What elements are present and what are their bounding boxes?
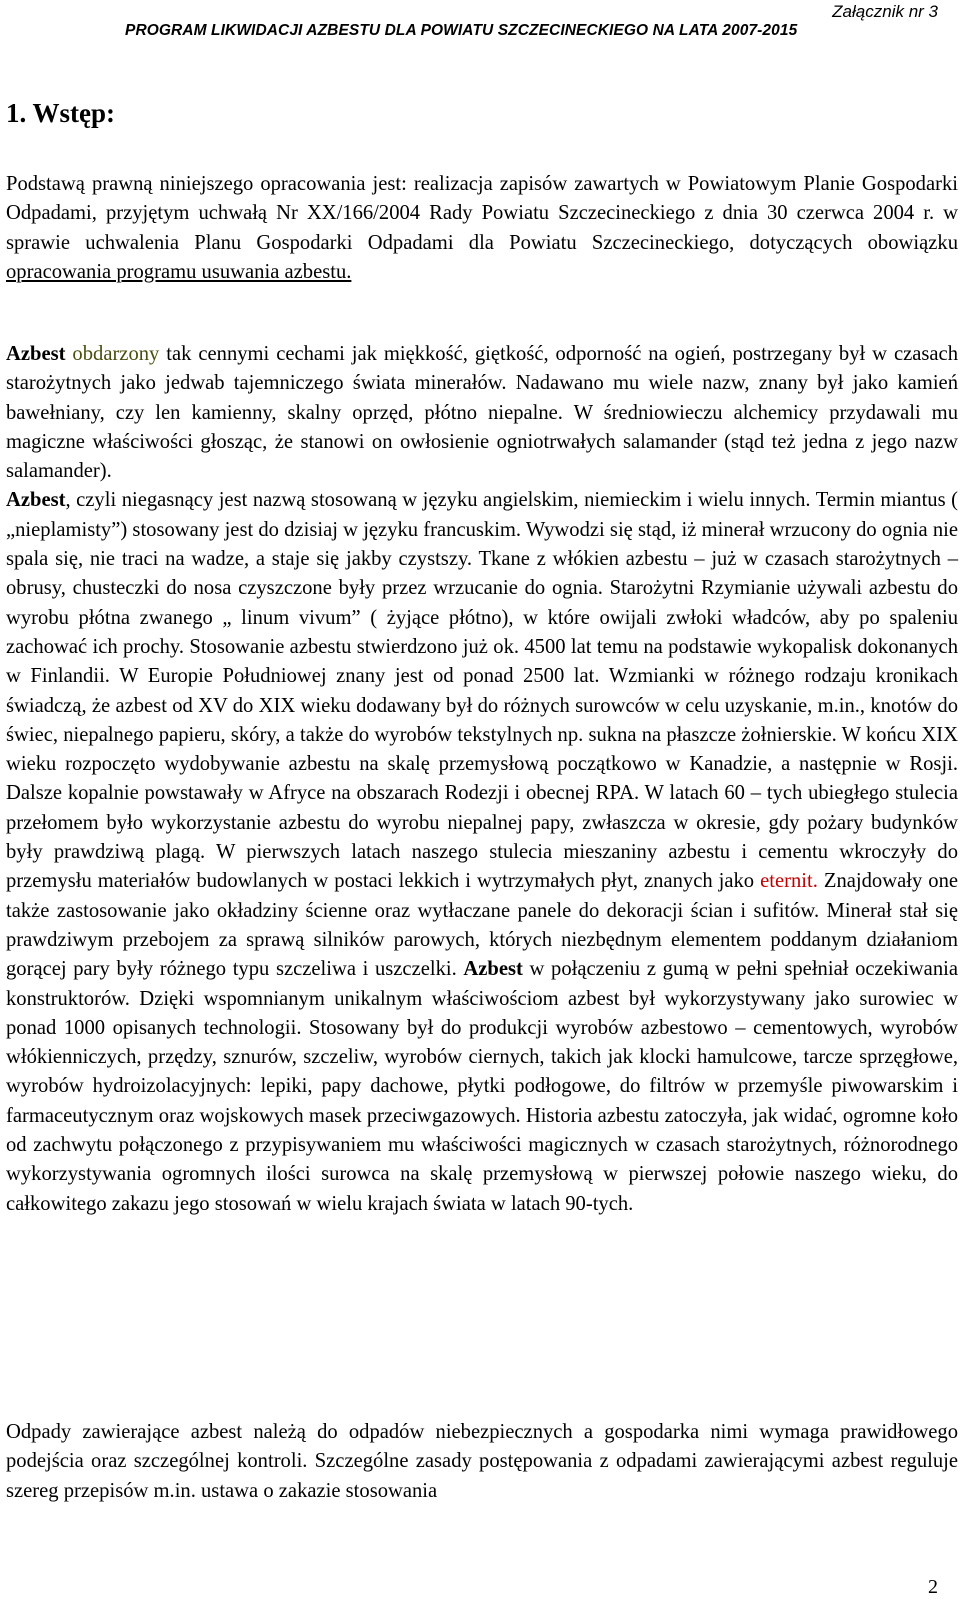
text-run: tak cennymi cechami jak miękkość, giętkość, odporność na ogień, postrzegany był w czasach starożytnych jako jedwab tajemniczego świata minerałów. Nadawano mu wiele nazw, znany był jako kamień bawełniany, czy len kamienny, skalny oprzęd, płótno niepalne. W średniowieczu alchemicy przydawali mu magiczne właściwości głosząc, że stanowi on owłosienie ogniotrwałych salamander (stąd też jedna z jego nazw salamander). (6, 343, 958, 483)
paragraph-waste: Odpady zawierające azbest należą do odpadów niebezpiecznych a gospodarka nimi wymaga prawidłowego podejścia oraz szczególnej kontroli. Szczególne zasady postępowania z odpadami zawierającymi azbest reguluje szereg przepisów m.in. ustawa o zakazie stosowania (6, 1421, 958, 1502)
paragraph-asbestos-history (6, 340, 958, 1219)
legal-basis-underlined: opracowania programu usuwania azbestu. (6, 260, 352, 283)
text-run: w połączeniu z gumą w pełni spełniał oczekiwania konstruktorów. Dzięki wspomnianym unikalnym właściwościom azbest był wykorzystywany jako surowiec w ponad 1000 opisanych technologii. Stosowany był do produkcji wyrobów azbestowo – cementowych, wyrobów włókienniczych, przędzy, sznurów, szczeliw, wyrobów ciernych, takich jak klocki hamulcowe, tarcze sprzęgłowe, wyrobów hydroizolacyjnych: lepiki, papy dachowe, płytki podłogowe, do filtrów w przemyśle piwowarskim i farmaceutycznym oraz wojskowych masek przeciwgazowych. Historia azbestu zatoczyła, jak widać, ogromne koło od zachwytu połączonego z przypisywaniem mu właściwości magicznych w czasach starożytnych, różnorodnego wykorzystywania ogromnych ilości surowca na skalę przemysłową w pierwszej połowie naszego wieku, do całkowitego zakazu jego stosowań w wielu krajach świata w latach 90-tych. (6, 958, 958, 1215)
bold-term: Azbest (6, 489, 66, 512)
bold-term: Azbest (6, 343, 66, 365)
legal-basis-text: Podstawą prawną niniejszego opracowania jest: realizacja zapisów zawartych w Powiatowym Planie Gospodarki Odpadami, przyjętym uchwałą Nr XX/166/2004 Rady Powiatu Szczecineckiego z dnia 30 czerwca 2004 r. w sprawie uchwalenia Planu Gospodarki Odpadami dla Powiatu Szczecineckiego, dotyczących obowiązku (6, 173, 958, 254)
paragraph-legal-basis (6, 170, 958, 287)
text-run: , czyli niegasnący jest nazwą stosowaną w języku angielskim, niemieckim i wielu innych. Termin miantus ( „nieplamisty”) stosowany jest do dzisiaj w języku francuskim. Wywodzi się stąd, iż minerał wrzucony do ognia nie spala się, nie traci na wadze, a staje się jakby czystszy. Tkane z włókien azbestu – już w czasach starożytnych – obrusy, chusteczki do nosa czyszczone były przez wrzucanie do ognia. Starożytni Rzymianie używali azbestu do wyrobu płótna zwanego „ linum vivum” ( żyjące płótno), w które owijali zwłoki władców, aby po spaleniu zachować ich prochy. Stosowanie azbestu stwierdzono już ok. 4500 lat temu na podstawie wykopalisk dokonanych w Finlandii. W Europie Południowej znany jest od ponad 2500 lat. Wzmianki w różnego rodzaju kronikach świadczą, że azbest od XV do XIX wieku dodawany był do różnych surowców w celu uzyskanie, m.in., knotów do świec, niepalnego papieru, skóry, a także do wyrobów tekstylnych np. sukna na płaszcze żołnierskie. W końcu XIX wieku rozpoczęto wydobywanie azbestu na skalę przemysłową początkowo w Kanadzie, a następnie w Rosji. Dalsze kopalnie powstawały w Afryce na obszarach Rodezji i obecnej RPA. W latach 60 – tych ubiegłego stulecia przełomem było wykorzystanie azbestu do wyrobu niepalnej papy, zwłaszcza w okresie, gdy pożary budynków były prawdziwą plagą. W pierwszych latach naszego stulecia mieszaniny azbestu i cementu wkroczyły do przemysłu materiałów budowlanych w postaci lekkich i wytrzymałych płyt, znanych jako (6, 489, 958, 893)
section-heading: 1. Wstęp: (6, 98, 116, 128)
text-run: Znajdowały one także zastosowanie jako okładziny ścienne oraz wytłaczane panele do dekoracji ścian i sufitów. Minerał stał się prawdziwym przebojem za sprawą silników parowych, których niezbędnym elementem poddanym działaniom gorącej pary były różnego typu szczeliwa i uszczelki. (6, 870, 959, 981)
attachment-label: Załącznik nr 3 (832, 2, 938, 21)
page-number: 2 (928, 1576, 938, 1598)
program-header-title: PROGRAM LIKWIDACJI AZBESTU DLA POWIATU SZCZECINECKIEGO NA LATA 2007-2015 (125, 22, 798, 39)
colored-term: obdarzony (72, 343, 160, 365)
bold-term: Azbest (463, 958, 523, 981)
colored-term: eternit. (760, 870, 818, 893)
